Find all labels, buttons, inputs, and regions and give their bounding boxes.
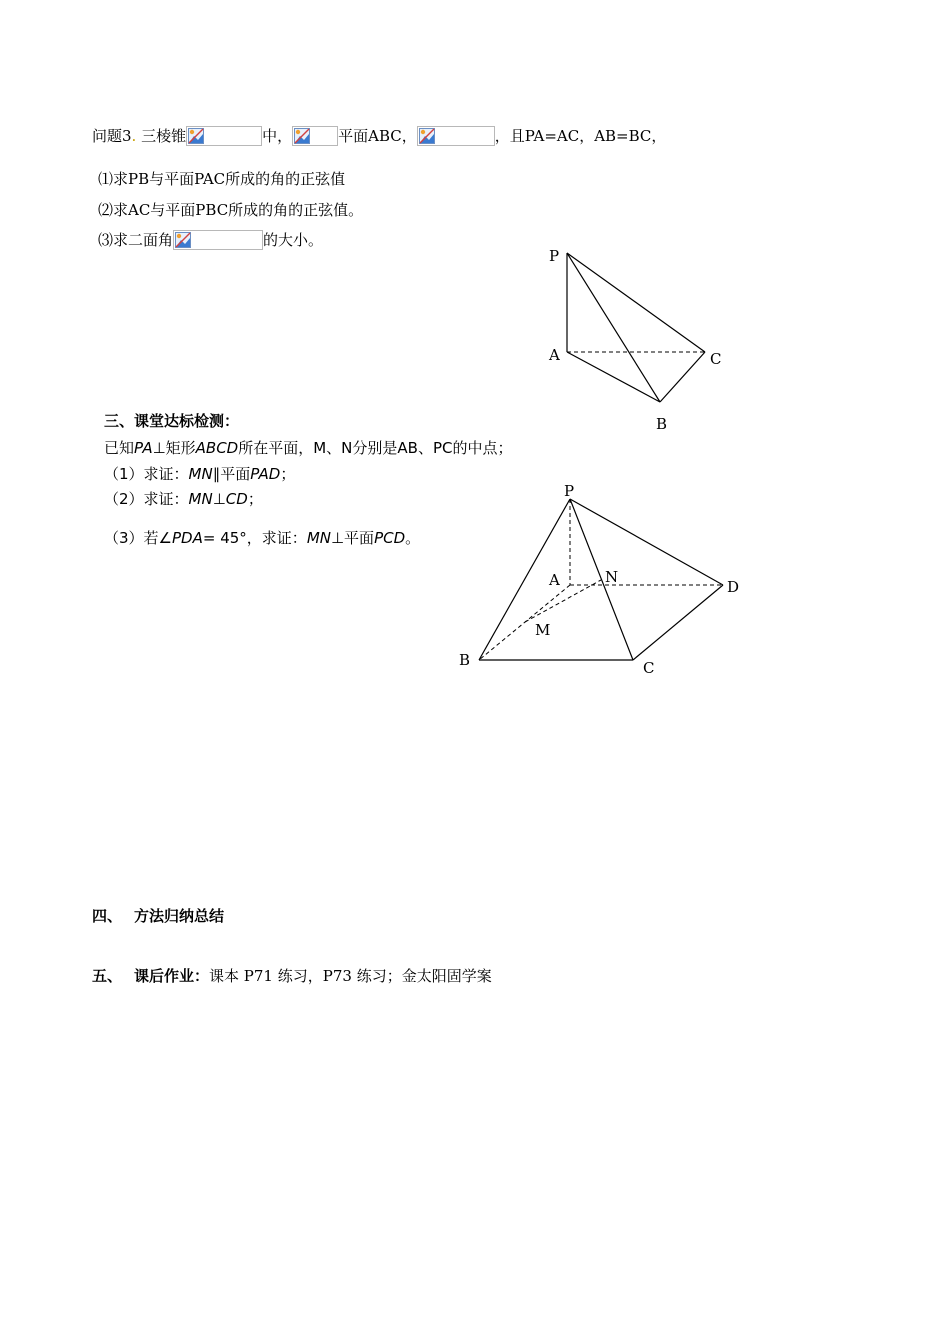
problem3-question-3 <box>98 230 323 250</box>
text-fragment: 所在平面，M、N分别是AB、PC的中点； <box>238 439 513 457</box>
text-fragment: 大小。 <box>278 231 324 249</box>
vertex-label-p: P <box>549 247 560 265</box>
vertex-label-c: C <box>710 350 722 368</box>
text-fragment: ⊥平面 <box>330 529 375 547</box>
broken-image-icon <box>419 128 435 144</box>
vertex-label-a: A <box>549 346 560 364</box>
math-symbol: PCD <box>374 529 406 547</box>
text-fragment: （2）求证： <box>104 490 189 508</box>
math-symbol: ∠PDA <box>158 529 203 547</box>
section4-heading <box>92 906 224 926</box>
edge-bc <box>660 352 705 402</box>
vertex-label-b: B <box>656 415 668 433</box>
text-fragment: 。 <box>405 529 421 547</box>
text-fragment: ⑶求二面角 <box>98 231 174 249</box>
broken-image-placeholder <box>186 126 262 146</box>
text-fragment: 的 <box>263 231 279 249</box>
segment-mn-hidden <box>525 580 601 622</box>
section-number: 四、 <box>92 907 123 925</box>
text-fragment: ⊥矩形 <box>152 439 196 457</box>
section3-intro <box>104 438 512 458</box>
homework-content: 课本 P71 练习，P73 练习；金太阳固学案 <box>209 967 492 985</box>
edge-ab-hidden <box>479 585 570 660</box>
dot-mark: . <box>131 127 137 145</box>
text-fragment: （3）若 <box>104 529 159 547</box>
vertex-label-a: A <box>549 571 560 589</box>
section-title: 课后作业： <box>134 967 210 985</box>
tetrahedron-figure <box>540 240 740 440</box>
vertex-label-b: B <box>459 651 471 669</box>
broken-image-icon <box>175 232 191 248</box>
problem3-question-2: ⑵求AC与平面PBC所成的角的正弦值。 <box>98 201 364 219</box>
vertex-label-c: C <box>643 659 655 677</box>
text-fragment: （1）求证： <box>104 465 189 483</box>
section3-heading: 三、课堂达标检测： <box>104 412 240 430</box>
section3-question-3 <box>104 528 420 548</box>
math-symbol: MN <box>306 529 331 547</box>
math-symbol: CD <box>225 490 248 508</box>
section-title: 方法归纳总结 <box>134 907 225 925</box>
math-symbol: PA <box>134 439 153 457</box>
vertex-label-p: P <box>564 482 575 500</box>
point-label-m: M <box>535 621 551 639</box>
broken-image-placeholder <box>173 230 263 250</box>
text-fragment: = 45° <box>202 529 247 547</box>
problem-title: 三棱锥 <box>141 127 187 145</box>
section3-question-1 <box>104 464 295 484</box>
section5-heading <box>92 966 492 986</box>
edge-pd <box>570 499 723 585</box>
edge-pc <box>567 253 705 352</box>
text-fragment: 已知 <box>104 439 135 457</box>
vertex-label-d: D <box>727 578 740 596</box>
broken-image-placeholder <box>292 126 338 146</box>
edge-ab <box>567 352 660 402</box>
math-symbol: ABCD <box>195 439 239 457</box>
problem3-question-1: ⑴求PB与平面PAC所成的角的正弦值 <box>98 170 346 188</box>
problem3-statement <box>92 126 666 146</box>
math-symbol: MN <box>188 465 213 483</box>
pyramid-figure <box>450 475 750 680</box>
section-number: 五、 <box>92 967 123 985</box>
math-symbol: MN <box>188 490 213 508</box>
text-fragment: ； <box>247 490 263 508</box>
broken-image-placeholder <box>417 126 495 146</box>
text-fragment: ⊥ <box>212 490 226 508</box>
text-fragment: ； <box>280 465 296 483</box>
text-fragment: 平面ABC， <box>338 127 417 145</box>
edge-cd <box>633 585 723 660</box>
text-fragment: 中， <box>262 127 293 145</box>
edge-pc <box>570 499 633 660</box>
math-symbol: PAD <box>250 465 281 483</box>
text-fragment: ，求证： <box>246 529 307 547</box>
point-label-n: N <box>605 568 619 586</box>
text-fragment: ∥平面 <box>212 465 251 483</box>
problem-number: 问题3 <box>92 127 132 145</box>
section3-question-2 <box>104 489 263 509</box>
text-fragment: ，且PA=AC，AB=BC， <box>494 127 667 145</box>
edge-pb <box>567 253 660 402</box>
broken-image-icon <box>188 128 204 144</box>
broken-image-icon <box>294 128 310 144</box>
